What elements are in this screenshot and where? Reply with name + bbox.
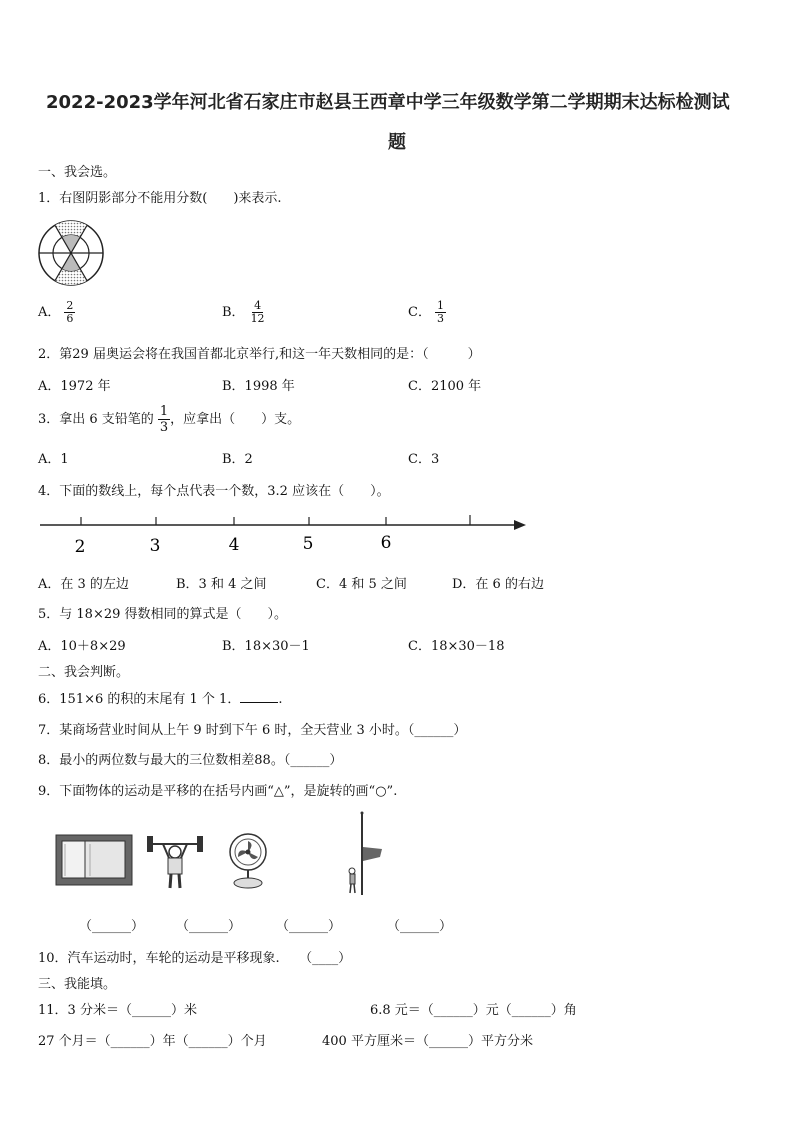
question-10: 10．汽车运动时，车轮的运动是平移现象. （____） bbox=[38, 951, 352, 966]
q4-option-c[interactable]: C．4 和 5 之间 bbox=[316, 577, 407, 592]
question-2-stem: 2．第29 届奥运会将在我国首都北京举行,和这一年天数相同的是：（ ） bbox=[38, 347, 481, 362]
section-heading-2: 二、我会判断。 bbox=[38, 665, 130, 680]
question-11-part-1: 11．3 分米＝（______）米 bbox=[38, 1003, 197, 1018]
question-4-stem: 4．下面的数线上，每个点代表一个数，3.2 应该在（ ）。 bbox=[38, 484, 390, 499]
page-title-continued: 题 bbox=[388, 132, 406, 153]
question-7: 7．某商场营业时间从上午 9 时到下午 6 时，全天营业 3 小时。（______） bbox=[38, 723, 467, 738]
q9-answer-blank-4[interactable]: （______） bbox=[387, 919, 453, 934]
answer-blank[interactable] bbox=[240, 690, 278, 703]
fraction: $\frac{4}{12}$ bbox=[250, 299, 265, 325]
tick-label: 3 bbox=[149, 536, 161, 556]
question-1-stem: 1．右图阴影部分不能用分数( )来表示. bbox=[38, 191, 282, 206]
question-6: 6．151×6 的积的末尾有 1 个 1． . bbox=[38, 692, 283, 707]
question-3-stem: 3．拿出 6 支铅笔的 $\frac{1}{3}$ ，应拿出（ ）支。 bbox=[38, 404, 301, 435]
window-icon bbox=[55, 834, 133, 886]
q5-option-c[interactable]: C．18×30－18 bbox=[408, 639, 505, 654]
q2-option-c[interactable]: C．2100 年 bbox=[408, 379, 482, 394]
q4-option-b[interactable]: B．3 和 4 之间 bbox=[176, 577, 267, 592]
q3-option-a[interactable]: A．1 bbox=[38, 452, 69, 467]
question-11-part-3: 27 个月＝（______）年（______）个月 bbox=[38, 1034, 267, 1049]
section-heading-3: 三、我能填。 bbox=[38, 977, 117, 992]
section-heading-1: 一、我会选。 bbox=[38, 165, 117, 180]
flag-raising-icon bbox=[340, 811, 386, 897]
q2-option-a[interactable]: A．1972 年 bbox=[38, 379, 111, 394]
tick-label: 5 bbox=[302, 534, 314, 554]
q9-answer-blank-1[interactable]: （______） bbox=[79, 919, 145, 934]
q5-option-a[interactable]: A．10＋8×29 bbox=[38, 639, 126, 654]
weightlifter-icon bbox=[145, 824, 205, 892]
q9-answer-blank-2[interactable]: （______） bbox=[176, 919, 242, 934]
tick-label: 6 bbox=[380, 533, 392, 553]
q1-option-b[interactable]: B． $\frac{4}{12}$ bbox=[222, 299, 265, 325]
electric-fan-icon bbox=[227, 832, 269, 890]
q4-option-d[interactable]: D．在 6 的右边 bbox=[452, 577, 544, 592]
question-11-part-2: 6.8 元＝（______）元（______）角 bbox=[370, 1003, 577, 1018]
question-9-stem: 9．下面物体的运动是平移的在括号内画“△”，是旋转的画“○”. bbox=[38, 784, 398, 799]
page-title: 2022-2023学年河北省石家庄市赵县王西章中学三年级数学第二学期期末达标检测试 bbox=[46, 92, 730, 113]
tick-label: 2 bbox=[74, 537, 86, 557]
shaded-circle-figure bbox=[37, 219, 105, 287]
tick-label: 4 bbox=[228, 535, 240, 555]
number-line bbox=[36, 508, 530, 558]
q1-option-a[interactable]: A． $\frac{2}{6}$ bbox=[38, 299, 74, 325]
q4-option-a[interactable]: A．在 3 的左边 bbox=[38, 577, 129, 592]
q9-answer-blank-3[interactable]: （______） bbox=[276, 919, 342, 934]
q5-option-b[interactable]: B．18×30－1 bbox=[222, 639, 310, 654]
q3-option-c[interactable]: C．3 bbox=[408, 452, 440, 467]
q2-option-b[interactable]: B．1998 年 bbox=[222, 379, 295, 394]
question-5-stem: 5．与 18×29 得数相同的算式是（ ）。 bbox=[38, 607, 288, 622]
fraction: $\frac{2}{6}$ bbox=[66, 299, 74, 325]
q3-option-b[interactable]: B．2 bbox=[222, 452, 253, 467]
fraction: $\frac{1}{3}$ bbox=[436, 299, 444, 325]
question-8: 8．最小的两位数与最大的三位数相差88。（______） bbox=[38, 753, 343, 768]
question-11-part-4: 400 平方厘米＝（______）平方分米 bbox=[322, 1034, 533, 1049]
q1-option-c[interactable]: C． $\frac{1}{3}$ bbox=[408, 299, 444, 325]
